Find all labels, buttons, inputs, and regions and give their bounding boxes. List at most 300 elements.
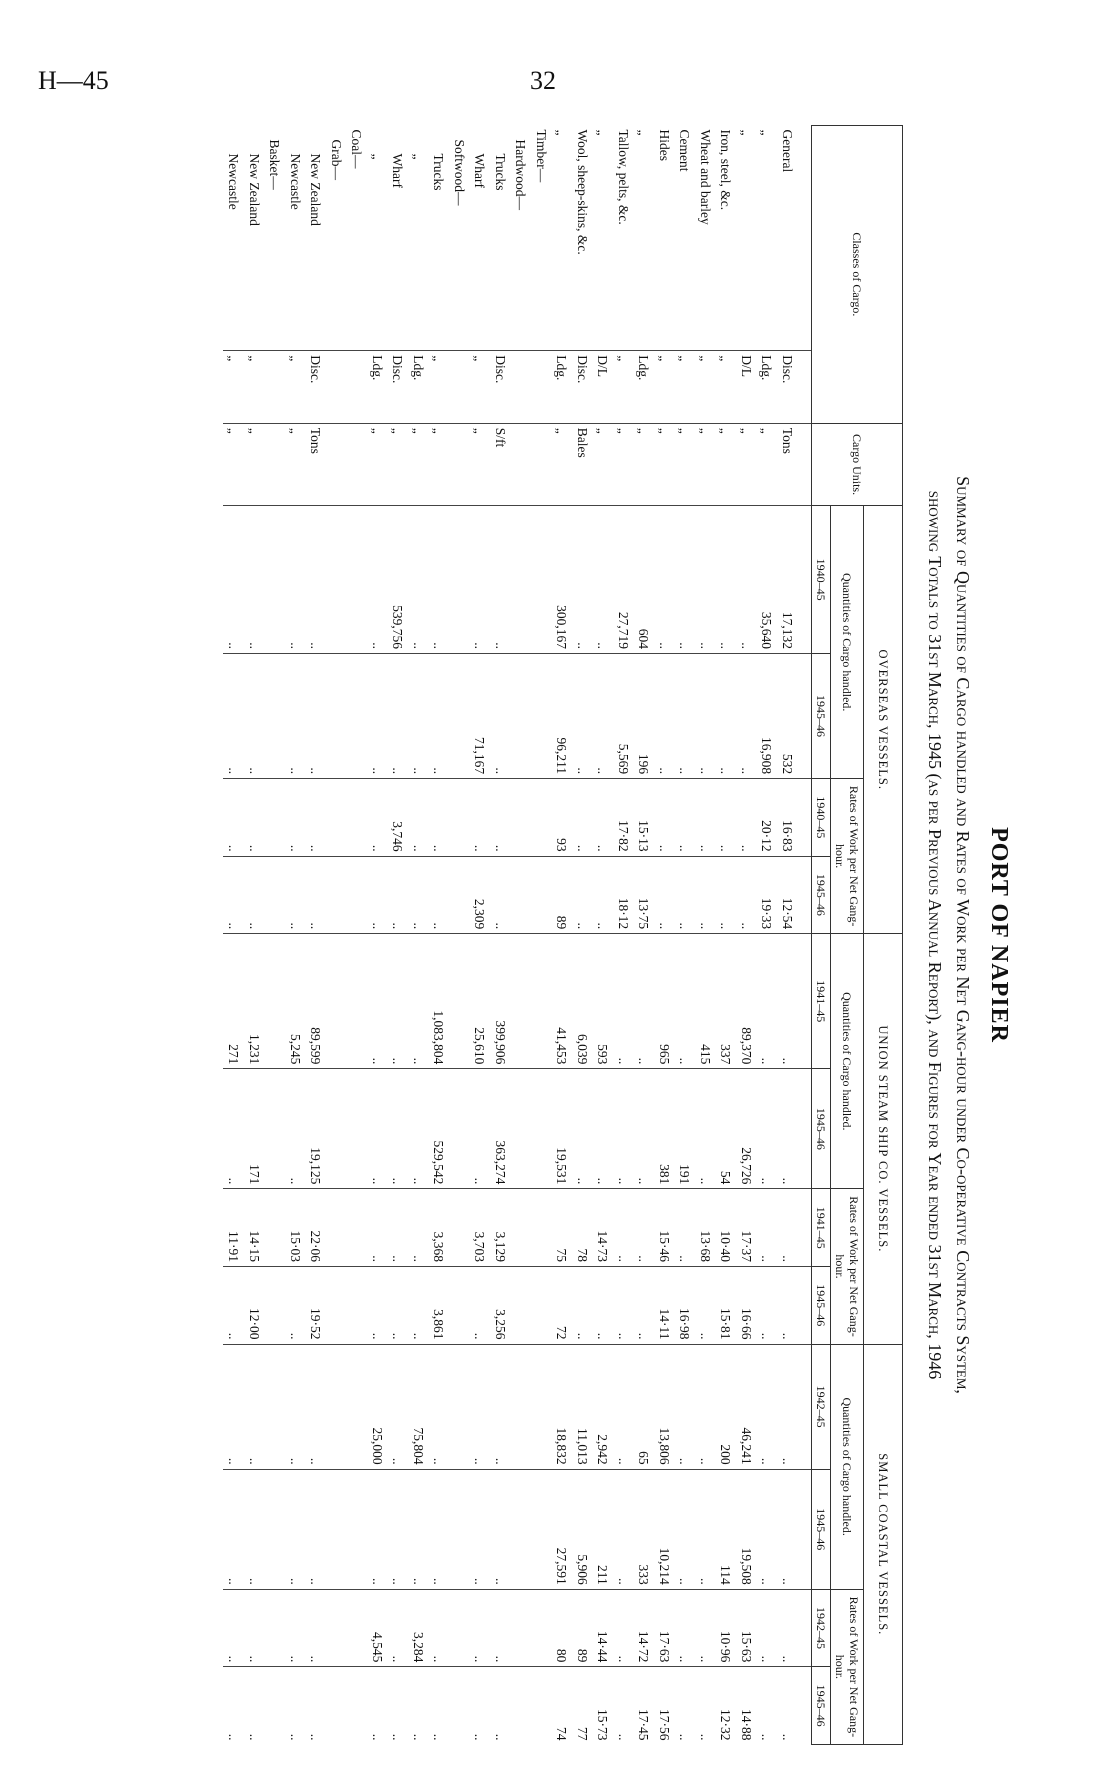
value-cell — [326, 1344, 347, 1469]
value-cell — [531, 1469, 552, 1589]
value-cell — [449, 1344, 470, 1469]
value-cell: .. — [674, 856, 695, 934]
operation-cell: „ — [223, 351, 244, 424]
cargo-unit-cell: „ — [715, 423, 736, 506]
value-cell: .. — [387, 1266, 408, 1344]
value-cell — [264, 1667, 285, 1745]
value-cell — [264, 779, 285, 857]
value-cell: .. — [387, 1189, 408, 1267]
value-cell: .. — [756, 1344, 777, 1469]
operation-cell: Ldg. — [551, 351, 572, 424]
value-cell: 18,832 — [551, 1344, 572, 1469]
table-row — [223, 126, 244, 1745]
value-cell: .. — [756, 934, 777, 1069]
cargo-class-cell: Wheat and barley — [697, 129, 713, 225]
value-cell: 171 — [244, 1069, 265, 1189]
header-classes-of-cargo: Classes of Cargo. — [812, 126, 903, 424]
value-cell: .. — [244, 856, 265, 934]
value-cell — [346, 1069, 367, 1189]
value-cell: 54 — [715, 1069, 736, 1189]
value-cell: 14·11 — [654, 1266, 675, 1344]
value-cell: .. — [223, 1344, 244, 1469]
value-cell: .. — [469, 1469, 490, 1589]
operation-cell: „ — [244, 351, 265, 424]
value-cell — [346, 856, 367, 934]
operation-cell: „ — [715, 351, 736, 424]
value-cell: .. — [695, 1469, 716, 1589]
operation-cell: D/L — [592, 351, 613, 424]
value-cell: 27,591 — [551, 1469, 572, 1589]
table-row — [551, 126, 572, 1745]
value-cell: 3,703 — [469, 1189, 490, 1267]
value-cell: .. — [572, 506, 593, 654]
value-cell: .. — [695, 856, 716, 934]
cargo-unit-cell: „ — [613, 423, 634, 506]
value-cell — [510, 1266, 531, 1344]
value-cell: 2,942 — [592, 1344, 613, 1469]
value-cell — [326, 1469, 347, 1589]
value-cell: .. — [244, 653, 265, 778]
value-cell: .. — [244, 779, 265, 857]
cargo-class-cell: Cement — [677, 129, 693, 172]
value-cell: .. — [777, 1589, 812, 1667]
value-cell — [531, 779, 552, 857]
value-cell — [531, 1589, 552, 1667]
value-cell — [326, 1069, 347, 1189]
value-cell: 16,908 — [756, 653, 777, 778]
value-cell: .. — [715, 653, 736, 778]
value-cell: 25,610 — [469, 934, 490, 1069]
value-cell: .. — [695, 779, 716, 857]
value-cell: 17,132 — [777, 506, 812, 654]
value-cell: .. — [367, 1469, 388, 1589]
cargo-class-cell: Wharf — [390, 153, 406, 188]
cargo-unit-cell: „ — [633, 423, 654, 506]
value-cell: 15·73 — [592, 1667, 613, 1745]
header-us-rate-period-2: 1945–46 — [812, 1266, 831, 1344]
operation-cell: Disc. — [387, 351, 408, 424]
value-cell: 93 — [551, 779, 572, 857]
value-cell: .. — [305, 506, 326, 654]
cargo-class-cell: Timber— — [533, 129, 549, 183]
value-cell — [326, 1189, 347, 1267]
cargo-class-cell: Hardwood— — [513, 139, 529, 210]
value-cell: .. — [674, 1589, 695, 1667]
value-cell — [531, 1266, 552, 1344]
value-cell: 529,542 — [428, 1069, 449, 1189]
value-cell: .. — [408, 1469, 429, 1589]
value-cell: .. — [428, 1589, 449, 1667]
cargo-unit-cell: „ — [695, 423, 716, 506]
rotated-table-block — [140, 125, 1020, 1745]
operation-cell: Ldg. — [756, 351, 777, 424]
value-cell: .. — [387, 856, 408, 934]
value-cell: 19,125 — [305, 1069, 326, 1189]
value-cell: .. — [469, 1266, 490, 1344]
value-cell: 3,746 — [387, 779, 408, 857]
value-cell: .. — [756, 1667, 777, 1745]
value-cell — [510, 506, 531, 654]
value-cell: 13·75 — [633, 856, 654, 934]
value-cell: 10·40 — [715, 1189, 736, 1267]
value-cell: .. — [674, 1189, 695, 1267]
value-cell: .. — [695, 1667, 716, 1745]
value-cell: 1,083,804 — [428, 934, 449, 1069]
page-number: 32 — [530, 66, 556, 95]
cargo-unit-cell: „ — [428, 423, 449, 506]
cargo-class-cell: „ — [738, 129, 754, 136]
value-cell: 3,861 — [428, 1266, 449, 1344]
cargo-unit-cell: Tons — [305, 423, 326, 506]
value-cell: 25,000 — [367, 1344, 388, 1469]
value-cell: 13,806 — [654, 1344, 675, 1469]
value-cell: .. — [285, 506, 306, 654]
cargo-class-cell: „ — [410, 153, 426, 160]
value-cell: 16·98 — [674, 1266, 695, 1344]
value-cell: 196 — [633, 653, 654, 778]
table-row — [490, 126, 511, 1745]
value-cell: .. — [244, 1344, 265, 1469]
value-cell: .. — [387, 1667, 408, 1745]
cargo-unit-cell — [264, 423, 285, 506]
value-cell: .. — [285, 653, 306, 778]
value-cell — [510, 934, 531, 1069]
value-cell: 17·37 — [736, 1189, 757, 1267]
value-cell: 11·91 — [223, 1189, 244, 1267]
value-cell: 1,231 — [244, 934, 265, 1069]
table-row — [285, 126, 306, 1745]
operation-cell: Ldg. — [408, 351, 429, 424]
value-cell — [510, 1589, 531, 1667]
header-overseas-vessels: OVERSEAS VESSELS. — [864, 506, 903, 934]
operation-cell: Ldg. — [367, 351, 388, 424]
value-cell: 17·45 — [633, 1667, 654, 1745]
value-cell: .. — [387, 1469, 408, 1589]
value-cell: 300,167 — [551, 506, 572, 654]
value-cell: .. — [777, 1069, 812, 1189]
operation-cell: „ — [469, 351, 490, 424]
value-cell — [346, 653, 367, 778]
value-cell: .. — [223, 1069, 244, 1189]
value-cell — [346, 506, 367, 654]
value-cell: 75,804 — [408, 1344, 429, 1469]
value-cell: .. — [428, 653, 449, 778]
value-cell: .. — [613, 1189, 634, 1267]
table-row — [367, 126, 388, 1745]
value-cell: 381 — [654, 1069, 675, 1189]
value-cell: .. — [223, 1266, 244, 1344]
value-cell: 46,241 — [736, 1344, 757, 1469]
value-cell: .. — [592, 1069, 613, 1189]
value-cell: 89,599 — [305, 934, 326, 1069]
value-cell: 399,906 — [490, 934, 511, 1069]
cargo-class-cell: „ — [636, 129, 652, 136]
header-ov-quantities: Quantities of Cargo handled. — [831, 506, 864, 779]
value-cell — [531, 934, 552, 1069]
value-cell: .. — [592, 506, 613, 654]
value-cell: 415 — [695, 934, 716, 1069]
header-cargo-units: Cargo Units. — [812, 423, 903, 506]
value-cell: .. — [469, 1344, 490, 1469]
value-cell: .. — [490, 856, 511, 934]
table-row — [305, 126, 326, 1745]
value-cell: .. — [408, 506, 429, 654]
value-cell: .. — [490, 779, 511, 857]
value-cell: .. — [428, 1344, 449, 1469]
value-cell: .. — [777, 934, 812, 1069]
value-cell: .. — [572, 1266, 593, 1344]
value-cell: .. — [633, 1266, 654, 1344]
value-cell — [326, 779, 347, 857]
cargo-class-cell: General — [779, 129, 795, 173]
value-cell: .. — [674, 934, 695, 1069]
value-cell: .. — [244, 1469, 265, 1589]
value-cell: .. — [592, 779, 613, 857]
operation-cell — [531, 351, 552, 424]
value-cell: 11,013 — [572, 1344, 593, 1469]
cargo-class-cell: Grab— — [328, 139, 344, 180]
value-cell: 3,284 — [408, 1589, 429, 1667]
value-cell: 14·72 — [633, 1589, 654, 1667]
value-cell — [264, 1189, 285, 1267]
value-cell: .. — [387, 934, 408, 1069]
value-cell: 5,569 — [613, 653, 634, 778]
value-cell: .. — [777, 1189, 812, 1267]
value-cell — [510, 1667, 531, 1745]
header-ov-rate-period-1: 1940–45 — [812, 779, 831, 857]
value-cell: .. — [285, 1589, 306, 1667]
value-cell — [510, 1069, 531, 1189]
value-cell: 13·68 — [695, 1189, 716, 1267]
value-cell: .. — [777, 1344, 812, 1469]
value-cell: .. — [490, 653, 511, 778]
table-body — [223, 126, 812, 1745]
value-cell: .. — [490, 506, 511, 654]
value-cell: .. — [285, 1344, 306, 1469]
value-cell — [264, 856, 285, 934]
value-cell: 16·83 — [777, 779, 812, 857]
value-cell — [326, 1266, 347, 1344]
value-cell: 15·03 — [285, 1189, 306, 1267]
cargo-class-cell: „ — [554, 129, 570, 136]
header-ov-qty-period-1: 1940–45 — [812, 506, 831, 654]
cargo-unit-cell: „ — [736, 423, 757, 506]
operation-cell — [326, 351, 347, 424]
value-cell: .. — [592, 856, 613, 934]
value-cell: 77 — [572, 1667, 593, 1745]
operation-cell: Disc. — [490, 351, 511, 424]
value-cell: .. — [695, 1589, 716, 1667]
value-cell: 12·32 — [715, 1667, 736, 1745]
value-cell: .. — [469, 1667, 490, 1745]
value-cell: 965 — [654, 934, 675, 1069]
table-row — [715, 126, 736, 1745]
value-cell: .. — [674, 1344, 695, 1469]
value-cell: .. — [613, 1344, 634, 1469]
cargo-unit-cell: „ — [387, 423, 408, 506]
table-row — [756, 126, 777, 1745]
operation-cell: „ — [654, 351, 675, 424]
document-title: PORT OF NAPIER — [986, 827, 1012, 1043]
value-cell: .. — [285, 1069, 306, 1189]
value-cell: .. — [695, 1069, 716, 1189]
value-cell: 10,214 — [654, 1469, 675, 1589]
value-cell: .. — [490, 1589, 511, 1667]
value-cell: .. — [367, 1266, 388, 1344]
value-cell: 211 — [592, 1469, 613, 1589]
value-cell: .. — [736, 856, 757, 934]
value-cell — [531, 1189, 552, 1267]
header-union-steam-ship-vessels: UNION STEAM SHIP CO. VESSELS. — [864, 934, 903, 1344]
cargo-unit-cell: „ — [367, 423, 388, 506]
value-cell: 74 — [551, 1667, 572, 1745]
value-cell — [346, 1667, 367, 1745]
value-cell: 80 — [551, 1589, 572, 1667]
value-cell — [510, 1189, 531, 1267]
table-row — [449, 126, 470, 1745]
cargo-class-cell: Trucks — [431, 153, 447, 191]
value-cell: 10·96 — [715, 1589, 736, 1667]
value-cell: 3,368 — [428, 1189, 449, 1267]
table-row — [613, 126, 634, 1745]
table-row — [326, 126, 347, 1745]
page-reference: H—45 — [38, 66, 109, 95]
value-cell: .. — [469, 1069, 490, 1189]
value-cell: .. — [223, 1469, 244, 1589]
value-cell: 114 — [715, 1469, 736, 1589]
header-ov-rate-period-2: 1945–46 — [812, 856, 831, 934]
value-cell: 41,453 — [551, 934, 572, 1069]
value-cell: .. — [633, 934, 654, 1069]
header-sc-rates: Rates of Work per Net Gang-hour. — [831, 1589, 864, 1744]
value-cell: .. — [654, 856, 675, 934]
value-cell: 6,039 — [572, 934, 593, 1069]
value-cell: .. — [674, 1469, 695, 1589]
value-cell — [449, 1469, 470, 1589]
value-cell: .. — [715, 856, 736, 934]
value-cell: .. — [428, 779, 449, 857]
value-cell: 26,726 — [736, 1069, 757, 1189]
value-cell: 15·81 — [715, 1266, 736, 1344]
value-cell: 19,531 — [551, 1069, 572, 1189]
cargo-unit-cell: „ — [244, 423, 265, 506]
value-cell: .. — [244, 1589, 265, 1667]
value-cell: .. — [695, 1344, 716, 1469]
value-cell: .. — [756, 1189, 777, 1267]
value-cell: 15·63 — [736, 1589, 757, 1667]
table-row — [531, 126, 552, 1745]
value-cell: .. — [777, 1266, 812, 1344]
value-cell: 15·46 — [654, 1189, 675, 1267]
value-cell — [449, 506, 470, 654]
value-cell: .. — [756, 1266, 777, 1344]
value-cell: .. — [674, 779, 695, 857]
value-cell: .. — [408, 1667, 429, 1745]
cargo-unit-cell: „ — [285, 423, 306, 506]
value-cell: 5,906 — [572, 1469, 593, 1589]
value-cell: .. — [592, 1266, 613, 1344]
value-cell — [449, 779, 470, 857]
operation-cell: „ — [695, 351, 716, 424]
value-cell — [449, 934, 470, 1069]
document-subtitle-line-1: Summary of Quantities of Cargo handled and Rates of Work per Net Gang-hour under Co-operative Contracts System, — [953, 476, 973, 1394]
header-sc-rate-period-1: 1942–45 — [812, 1589, 831, 1667]
value-cell — [449, 1189, 470, 1267]
value-cell: .. — [572, 779, 593, 857]
cargo-class-cell: Coal— — [349, 129, 365, 169]
cargo-unit-cell — [510, 423, 531, 506]
cargo-class-cell: Tallow, pelts, &c. — [615, 129, 631, 225]
operation-cell: „ — [674, 351, 695, 424]
value-cell: .. — [736, 779, 757, 857]
operation-cell — [449, 351, 470, 424]
value-cell: 191 — [674, 1069, 695, 1189]
value-cell — [510, 1344, 531, 1469]
value-cell: .. — [305, 1344, 326, 1469]
value-cell: .. — [223, 1589, 244, 1667]
value-cell: .. — [715, 506, 736, 654]
value-cell: .. — [285, 1469, 306, 1589]
table-row — [572, 126, 593, 1745]
value-cell: 19,508 — [736, 1469, 757, 1589]
value-cell — [531, 653, 552, 778]
value-cell: 539,756 — [387, 506, 408, 654]
table-row — [592, 126, 613, 1745]
value-cell: .. — [469, 1589, 490, 1667]
value-cell — [346, 934, 367, 1069]
header-us-rate-period-1: 1941–45 — [812, 1189, 831, 1267]
value-cell: 17·63 — [654, 1589, 675, 1667]
operation-cell: Disc. — [572, 351, 593, 424]
cargo-class-cell: „ — [759, 129, 775, 136]
value-cell: .. — [408, 1189, 429, 1267]
value-cell: 20·12 — [756, 779, 777, 857]
value-cell — [346, 1469, 367, 1589]
value-cell: .. — [305, 1469, 326, 1589]
value-cell: 3,256 — [490, 1266, 511, 1344]
table-row — [408, 126, 429, 1745]
value-cell: .. — [633, 1189, 654, 1267]
value-cell: .. — [367, 506, 388, 654]
value-cell: .. — [367, 934, 388, 1069]
value-cell — [510, 779, 531, 857]
cargo-unit-cell: „ — [654, 423, 675, 506]
value-cell: .. — [408, 779, 429, 857]
value-cell: .. — [408, 1266, 429, 1344]
value-cell: .. — [367, 653, 388, 778]
value-cell: .. — [777, 1667, 812, 1745]
value-cell — [510, 856, 531, 934]
table-row — [654, 126, 675, 1745]
value-cell: 16·66 — [736, 1266, 757, 1344]
cargo-class-cell: New Zealand — [246, 153, 262, 226]
header-us-rates: Rates of Work per Net Gang-hour. — [831, 1189, 864, 1344]
cargo-unit-cell: „ — [469, 423, 490, 506]
table-row — [469, 126, 490, 1745]
value-cell: .. — [654, 653, 675, 778]
value-cell: .. — [367, 1189, 388, 1267]
operation-cell: Ldg. — [633, 351, 654, 424]
value-cell: .. — [387, 1344, 408, 1469]
value-cell — [531, 506, 552, 654]
cargo-unit-cell: Bales — [572, 423, 593, 506]
table-row — [674, 126, 695, 1745]
value-cell: 14·88 — [736, 1667, 757, 1745]
operation-cell: Disc. — [777, 351, 812, 424]
value-cell: .. — [387, 653, 408, 778]
value-cell: .. — [428, 1667, 449, 1745]
value-cell — [346, 779, 367, 857]
